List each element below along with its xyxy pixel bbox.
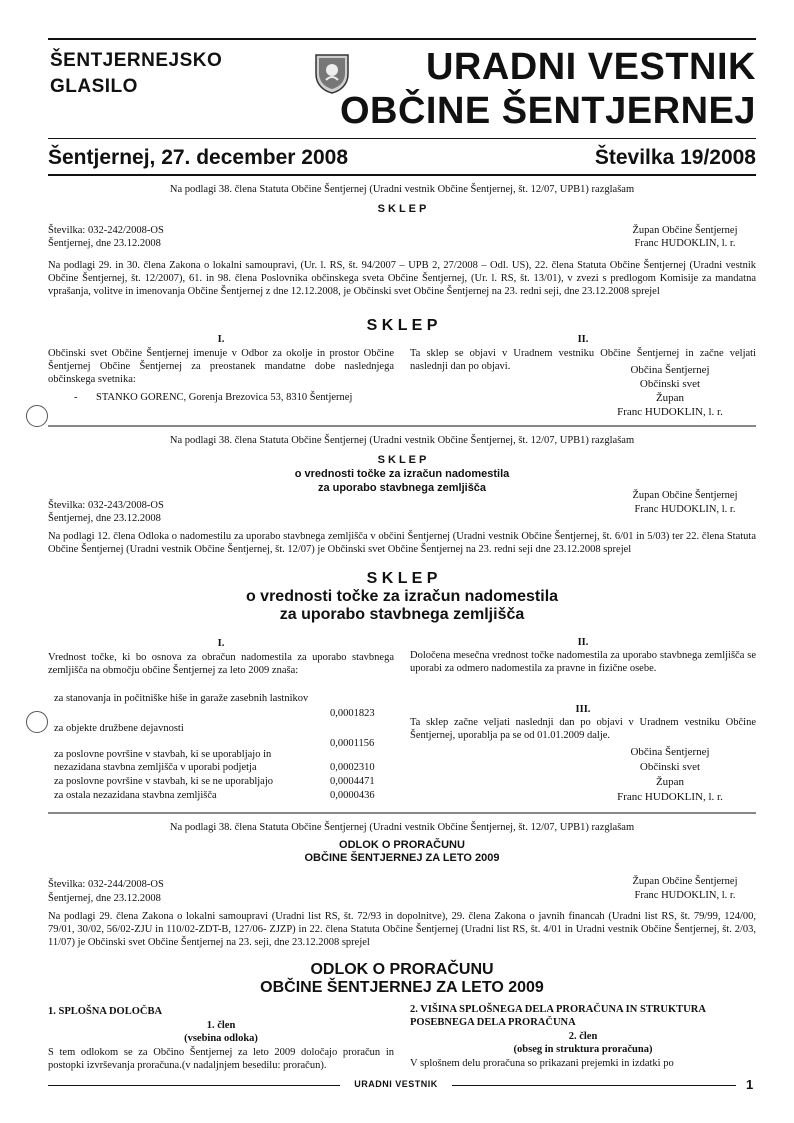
date-rule <box>48 174 756 176</box>
sec3-col1-head: 1. SPLOŠNA DOLOČBA <box>48 1006 163 1017</box>
sec1-col1-item: STANKO GORENC, Gorenja Brezovica 53, 8310 Šentjernej <box>96 392 353 403</box>
sec1-preamble: Na podlagi 29. in 30. člena Zakona o lokalni samoupravi, (Ur. l. RS, št. 94/2007 – UPB 2, 27/2008 – Odl. US), 22. člena Statuta Občine Šentjernej (Uradni vestnik Občine Šentjernej, št. 12/2007), 61. in 98. člena Poslovnika občinskega sveta Občine Šentjernej, (Ur. l. RS, št. 13/01), v zvezi s predlogom Komisije za mandatna vprašanja, volitve in imenovanja Občine Šentjernej z dne 12.12.2008, je Občinski svet Občine Šentjernej na 23. redni seji, dne 23.12.2008 sprejel <box>48 260 756 297</box>
sec1-col2-head: II. <box>577 334 589 345</box>
sec2-col1-head: I. <box>217 638 225 649</box>
sec1-sklep-small: S K L E P <box>377 203 427 215</box>
top-rule <box>48 38 756 40</box>
value-label-3: za poslovne površine v stavbah, ki se uporabljajo in nezazidana stavbna zemljišča v uporabi podjetja <box>54 749 272 773</box>
sec1-date: Šentjernej, dne 23.12.2008 <box>48 238 161 249</box>
sec2-intro: Na podlagi 38. člena Statuta Občine Šentjernej (Uradni vestnik Občine Šentjernej, št. 12/07, UPB1) razglašam <box>169 435 635 446</box>
coat-of-arms-icon <box>313 52 351 94</box>
sec1-sig-1: Občina Šentjernej <box>630 364 710 376</box>
sec2-col1-text: Vrednost točke, ki bo osnova za obračun nadomestila za uporabo stavbnega zemljišča na območju občine Šentjernej za leto 2009 znaša: <box>48 652 394 676</box>
sec3-number: Številka: 032-244/2008-OS <box>48 879 164 890</box>
sec2-number: Številka: 032-243/2008-OS <box>48 500 164 511</box>
sec1-sklep-big: S K L E P <box>366 317 438 334</box>
sec3-title-big-1: ODLOK O PRORAČUNU <box>310 961 494 978</box>
sec2-sign-2: Franc HUDOKLIN, l. r. <box>634 504 736 515</box>
value-5: 0,0000436 <box>330 790 375 801</box>
masthead-rule <box>48 138 756 139</box>
sec3-sign-1: Župan Občine Šentjernej <box>632 876 738 887</box>
sec2-col2-text3: Ta sklep začne veljati naslednji dan po objavi v Uradnem vestniku Občine Šentjernej, uporablja pa se od 01.01.2009 dalje. <box>410 717 756 741</box>
sec3-preamble: Na podlagi 29. člena Zakona o lokalni samoupravi (Uradni list RS, št. 72/93 in dopolnitve), 29. člena Zakona o javnih financah (Uradni list RS, št. 79/99, 124/00, 79/01, 30/02, 56/02-ZJU in 110/02-ZDT-B, 127/06- ZJZP) in 22. člena Statuta Občine Šentjernej (Uradni list RS, št. 4/01 in Uradni vestnik Občine Šentjernej, št. 2/03, 11/07) je Občinski svet Občine Šentjernej na 23. seji, dne 23.12.2008 sprejel <box>48 911 756 948</box>
sec1-sign-2: Franc HUDOKLIN, l. r. <box>634 238 736 249</box>
sec3-title-big-2: OBČINE ŠENTJERNEJ ZA LETO 2009 <box>260 979 544 996</box>
value-1: 0,0001823 <box>330 708 375 719</box>
sec1-number: Številka: 032-242/2008-OS <box>48 225 164 236</box>
sec2-preamble: Na podlagi 12. člena Odloka o nadomestilu za uporabo stavbnega zemljišča v občini Šentjernej (Uradni vestnik Občine Šentjernej, št. 6/01 in 5/03) ter 22. člena Statuta Občine Šentjernej (Uradni vestnik Občine Šentjernej, št. 12/07) je Občinski svet Občine Šentjernej na 23. redni seji dne 23.12.2008 sprejel <box>48 531 756 555</box>
value-label-1: za stanovanja in počitniške hiše in garaže zasebnih lastnikov <box>54 693 309 704</box>
punch-hole-icon <box>26 711 48 733</box>
sec3-intro: Na podlagi 38. člena Statuta Občine Šentjernej (Uradni vestnik Občine Šentjernej, št. 12/07, UPB1) razglašam <box>169 822 635 833</box>
masthead-title-line2: OBČINE ŠENTJERNEJ <box>339 90 756 132</box>
sec1-intro: Na podlagi 38. člena Statuta Občine Šentjernej (Uradni vestnik Občine Šentjernej, št. 12/07, UPB1) razglašam <box>169 184 635 195</box>
masthead-left-line1: ŠENTJERNEJSKO <box>50 50 223 71</box>
sec1-sign-1: Župan Občine Šentjernej <box>632 225 738 236</box>
value-2: 0,0001156 <box>330 738 375 749</box>
sec2-sub-small-2: za uporabo stavbnega zemljišča <box>317 482 487 494</box>
footer-rule-left <box>48 1085 340 1086</box>
sec3-col2-head: 2. VIŠINA SPLOŠNEGA DELA PRORAČUNA IN STRUKTURA POSEBNEGA DELA PRORAČUNA <box>410 1004 706 1028</box>
sec3-col1-clen: 1. člen <box>206 1020 236 1031</box>
punch-hole-icon <box>26 405 48 427</box>
value-3: 0,0002310 <box>330 762 375 773</box>
footer-rule-right <box>452 1085 736 1086</box>
sec1-sig-3: Župan <box>655 392 685 404</box>
masthead-left-line2: GLASILO <box>50 76 138 97</box>
sec2-col2-text: Določena mesečna vrednost točke nadomestila za uporabo stavbnega zemljišča se uporabi za odmero nadomestila za pravne in fizične osebe. <box>410 650 756 674</box>
value-4: 0,0004471 <box>330 776 375 787</box>
sec3-col2-clen: 2. člen <box>568 1031 598 1042</box>
sec2-sig-1: Občina Šentjernej <box>630 746 710 758</box>
sec2-sklep-big: S K L E P <box>366 570 438 587</box>
page-number: 1 <box>746 1077 754 1092</box>
sec2-sub-small-1: o vrednosti točke za izračun nadomestila <box>294 468 510 480</box>
sec3-col2-clen-sub: (obseg in struktura proračuna) <box>513 1044 653 1055</box>
issue-number: Številka 19/2008 <box>594 146 756 169</box>
value-label-5: za ostala nezazidana stavbna zemljišča <box>54 790 217 801</box>
sec2-col2-head: II. <box>577 637 589 648</box>
sec2-sig-3: Župan <box>655 776 685 788</box>
sec2-end-rule <box>48 812 756 814</box>
sec3-col2-text: V splošnem delu proračuna so prikazani prejemki in izdatki po <box>410 1058 674 1069</box>
sec3-date: Šentjernej, dne 23.12.2008 <box>48 893 161 904</box>
value-label-2: za objekte družbene dejavnosti <box>54 723 184 734</box>
sec2-sklep-small: S K L E P <box>377 454 427 466</box>
sec1-sig-2: Občinski svet <box>639 378 701 390</box>
sec3-col1-clen-sub: (vsebina odloka) <box>184 1033 258 1044</box>
sec2-sig-4: Franc HUDOKLIN, l. r. <box>617 791 723 803</box>
value-label-4: za poslovne površine v stavbah, ki se ne uporabljajo <box>54 776 273 787</box>
sec3-title-small-2: OBČINE ŠENTJERNEJ ZA LETO 2009 <box>304 852 500 864</box>
sec2-sign-1: Župan Občine Šentjernej <box>632 490 738 501</box>
sec1-col1-head: I. <box>217 334 225 345</box>
sec2-sig-2: Občinski svet <box>639 761 701 773</box>
sec1-sig-4: Franc HUDOKLIN, l. r. <box>617 406 723 418</box>
sec2-sub-big-2: za uporabo stavbnega zemljišča <box>279 606 525 623</box>
issue-date: Šentjernej, 27. december 2008 <box>48 146 348 169</box>
masthead-title-line1: URADNI VESTNIK <box>425 46 756 88</box>
sec1-col2-text: Ta sklep se objavi v Uradnem vestniku Občine Šentjernej in začne veljati naslednji dan po objavi. <box>410 348 756 372</box>
sec1-end-rule <box>48 425 756 427</box>
sec1-col1-text: Občinski svet Občine Šentjernej imenuje v Odbor za okolje in prostor Občine Šentjernej Občine Šentjernej za preostanek mandatne dobe naslednjega občinskega svetnika: <box>48 348 394 385</box>
sec3-sign-2: Franc HUDOKLIN, l. r. <box>634 890 736 901</box>
sec2-date: Šentjernej, dne 23.12.2008 <box>48 513 161 524</box>
sec2-sub-big-1: o vrednosti točke za izračun nadomestila <box>245 588 559 605</box>
footer-label: URADNI VESTNIK <box>354 1079 438 1089</box>
sec3-title-small-1: ODLOK O PRORAČUNU <box>339 839 465 851</box>
sec1-col1-dash: - <box>74 392 78 403</box>
sec3-col1-text: S tem odlokom se za Občino Šentjernej za leto 2009 določajo proračun in postopki izvrševanja proračuna.(v nadaljnjem besedilu: proračun). <box>48 1047 394 1071</box>
sec2-col2-head3: III. <box>575 704 591 715</box>
